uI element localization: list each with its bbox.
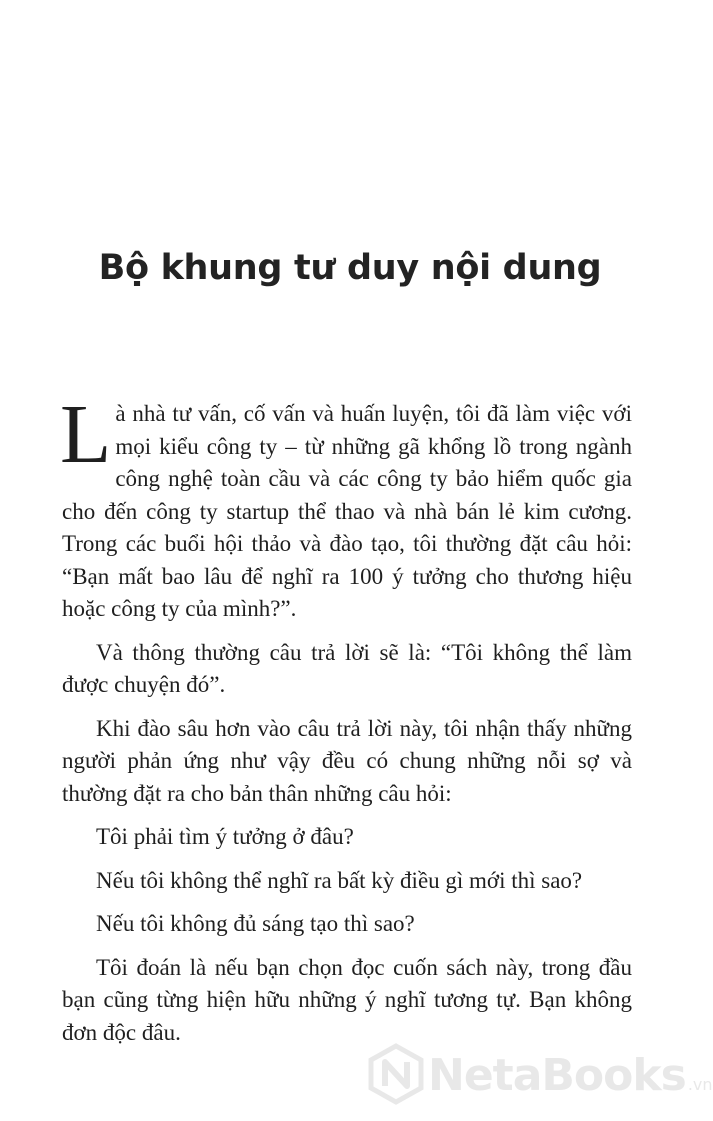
watermark <box>368 1044 713 1104</box>
watermark-brand: NetaBooks <box>428 1050 686 1101</box>
watermark-suffix: .vn <box>687 1075 713 1094</box>
watermark-text <box>428 1050 713 1101</box>
paragraph-1 <box>60 388 632 626</box>
drop-cap: L <box>60 388 112 481</box>
question-3: Nếu tôi không đủ sáng tạo thì sao? <box>96 911 415 936</box>
paragraph-1-text: à nhà tư vấn, cố vấn và huấn luyện, tôi đã làm việc với mọi kiểu công ty – từ những gã khổng lồ trong ngành công nghệ toàn cầu và các công ty bảo hiểm quốc gia cho đến công ty startup thể thao và nhà bán lẻ kim cương. Trong các buổi hội thảo và đào tạo, tôi thường đặt câu hỏi: “Bạn mất bao lâu để nghĩ ra 100 ý tưởng cho thương hiệu hoặc công ty của mình?”. <box>62 401 632 621</box>
netabooks-logo-icon <box>368 1044 424 1104</box>
question-2: Nếu tôi không thể nghĩ ra bất kỳ điều gì mới thì sao? <box>96 867 583 893</box>
paragraph-2: Và thông thường câu trả lời sẽ là: “Tôi không thể làm được chuyện đó”. <box>62 639 632 697</box>
chapter-title: Bộ khung tư duy nội dung <box>98 248 602 288</box>
question-1: Tôi phải tìm ý tưởng ở đâu? <box>96 824 354 849</box>
chapter-body <box>60 388 632 1060</box>
paragraph-4: Tôi đoán là nếu bạn chọn đọc cuốn sách này, trong đầu bạn cũng từng hiện hữu những ý nghĩ tương tự. Bạn không đơn độc đâu. <box>62 954 632 1045</box>
paragraph-3: Khi đào sâu hơn vào câu trả lời này, tôi nhận thấy những người phản ứng như vậy đều có chung những nỗi sợ và thường đặt ra cho bản thân những câu hỏi: <box>62 715 632 806</box>
